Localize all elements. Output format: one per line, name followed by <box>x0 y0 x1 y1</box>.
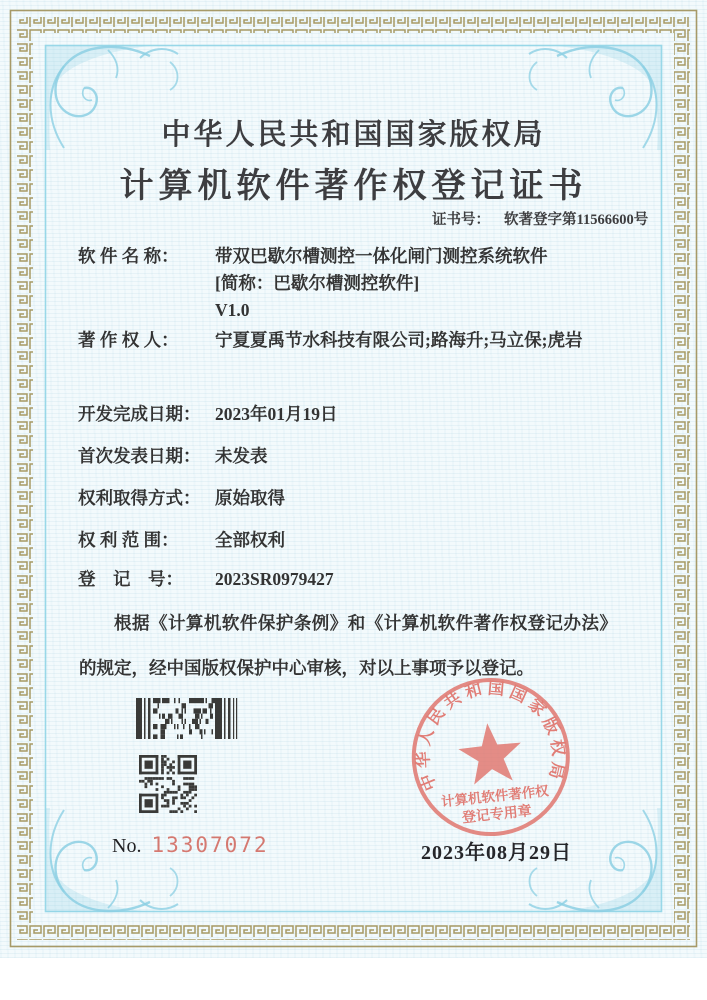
serial-number: 13307072 <box>151 833 269 857</box>
qr-code <box>139 755 197 813</box>
field-value: 2023年01月19日 <box>215 404 338 424</box>
certificate-number-label: 证书号： <box>432 212 490 228</box>
authority-title: 中华人民共和国国家版权局 <box>161 119 546 151</box>
field-value <box>215 243 645 324</box>
certificate-number-line <box>432 208 648 229</box>
field-value: 未发表 <box>215 446 268 466</box>
star-icon <box>456 720 525 786</box>
seal-line2: 登记专用章 <box>461 804 533 827</box>
field-label: 权利取得方式： <box>78 488 201 508</box>
barcode <box>136 698 246 739</box>
field-label: 首次发表日期： <box>78 446 201 466</box>
field-label: 软 件 名 称： <box>78 246 179 266</box>
certificate-title: 计算机软件著作权登记证书 <box>119 168 588 205</box>
issue-date: 2023年08月29日 <box>421 842 572 864</box>
field-label: 著 作 权 人： <box>78 330 179 350</box>
serial-label: No. <box>112 835 142 857</box>
field-value: 原始取得 <box>215 488 285 508</box>
software-name-line2: [简称：巴歇尔槽测控软件] <box>215 273 420 293</box>
field-label: 登 记 号： <box>78 569 183 589</box>
registration-statement: 根据《计算机软件保护条例》和《计算机软件著作权登记办法》的规定，经中国版权保护中心审核，对以上事项予以登记。 <box>79 613 617 678</box>
seal-line1: 计算机软件著作权 <box>440 783 550 810</box>
field-value: 全部权利 <box>215 530 285 550</box>
serial-number-line <box>112 833 269 858</box>
official-seal <box>395 663 586 854</box>
field-value: 2023SR0979427 <box>215 569 334 589</box>
software-name-line3: V1.0 <box>215 300 250 320</box>
field-value: 宁夏夏禹节水科技有限公司;路海升;马立保;虎岩 <box>215 330 583 350</box>
certificate-number-value: 软著登字第11566600号 <box>504 212 649 228</box>
seal-ring-text: 中华人民共和国国家版权局 <box>413 678 569 794</box>
field-label: 开发完成日期： <box>78 404 201 424</box>
software-name-line1: 带双巴歇尔槽测控一体化闸门测控系统软件 <box>215 246 548 266</box>
field-label: 权 利 范 围： <box>78 530 179 550</box>
